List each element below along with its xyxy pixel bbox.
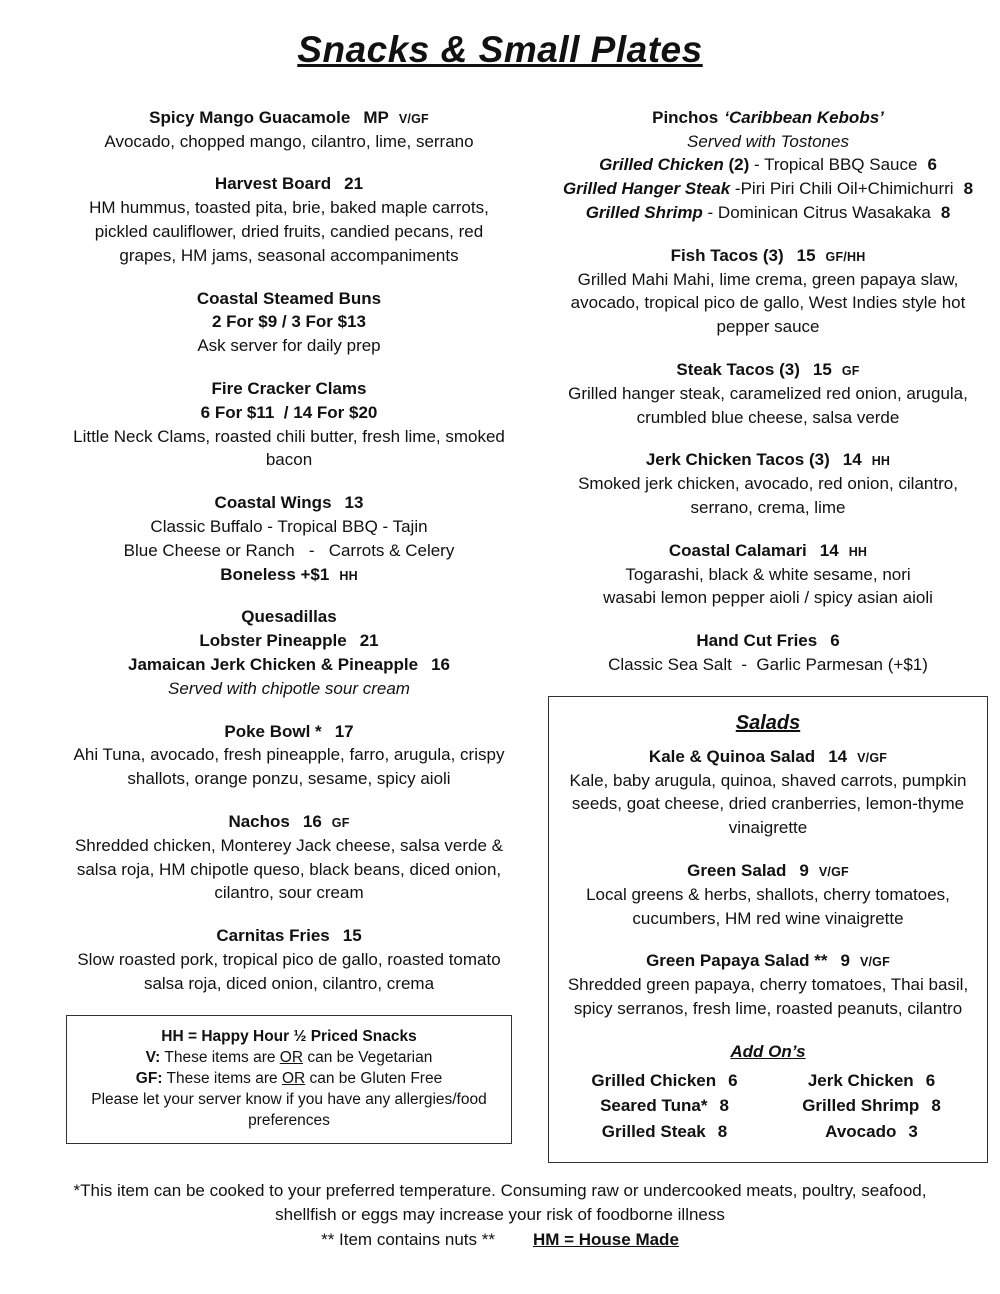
item-sides: Blue Cheese or Ranch - Carrots & Celery: [123, 540, 455, 560]
item-price: 14: [842, 450, 862, 470]
item-name: Quesadillas: [241, 607, 337, 627]
item-name: Hand Cut Fries: [696, 631, 818, 651]
legend-allergies-note: Please let your server know if you have any allergies/food preferences: [91, 1090, 487, 1129]
item-name: Coastal Wings: [214, 493, 332, 513]
item-name: Carnitas Fries: [216, 926, 330, 946]
item-name-subtitle: ‘Caribbean Kebobs’: [724, 107, 884, 127]
item-description: Grilled Mahi Mahi, lime crema, green papaya slaw, avocado, tropical pico de gallo, West Indies style hot pepper sauce: [570, 269, 966, 337]
quesadilla-option-lobster: [66, 629, 512, 653]
menu-item-jerk-chicken-tacos: [548, 448, 988, 519]
item-price: 14: [819, 540, 839, 560]
addon-avocado: [768, 1120, 975, 1144]
right-column: [548, 106, 988, 1163]
item-dietary-tag: V/GF: [398, 111, 429, 126]
item-header: [66, 287, 512, 311]
item-description: Local greens & herbs, shallots, cherry tomatoes, cucumbers, HM red wine vinaigrette: [586, 884, 950, 928]
item-name: Spicy Mango Guacamole: [149, 107, 351, 127]
item-price: 16: [302, 811, 322, 831]
item-description: Ahi Tuna, avocado, fresh pineapple, farro, arugula, crispy shallots, orange ponzu, sesame, spicy aioli: [73, 745, 505, 789]
legend-gf-label: GF:: [135, 1069, 163, 1087]
pinchos-option-hanger-steak: [548, 177, 988, 201]
addon-name: Seared Tuna*: [600, 1096, 708, 1116]
item-description: Slow roasted pork, tropical pico de gallo, roasted tomato salsa roja, diced onion, cilantro, crema: [77, 949, 501, 993]
item-price: 15: [812, 359, 832, 379]
happy-hour-tag: HH: [339, 568, 358, 583]
item-price: 6: [830, 631, 840, 651]
option-sauce: - Tropical BBQ Sauce: [749, 155, 918, 175]
item-description: Grilled hanger steak, caramelized red onion, arugula, crumbled blue cheese, salsa verde: [568, 383, 968, 427]
menu-item-fire-cracker-clams: [66, 377, 512, 472]
item-price: 15: [796, 245, 816, 265]
addon-price: 8: [931, 1096, 941, 1116]
item-note: Served with chipotle sour cream: [168, 678, 410, 698]
menu-item-green-papaya-salad: [561, 949, 975, 1020]
item-header: [548, 244, 988, 268]
item-name: Harvest Board: [214, 174, 332, 194]
addon-grilled-chicken: [561, 1069, 768, 1093]
addon-name: Grilled Steak: [601, 1122, 706, 1142]
legend-or: OR: [281, 1069, 306, 1087]
option-name: Grilled Shrimp: [585, 202, 703, 222]
item-header: [561, 949, 975, 973]
addon-price: 8: [719, 1096, 729, 1116]
item-name: Steak Tacos (3): [676, 359, 800, 379]
item-description: HM hummus, toasted pita, brie, baked maple carrots, pickled cauliflower, dried fruits, candied pecans, red grapes, HM jams, seasonal accompaniments: [89, 198, 489, 265]
addon-price: 6: [925, 1070, 936, 1090]
legend-or: OR: [279, 1048, 304, 1066]
item-price: 17: [334, 721, 354, 741]
item-header: [548, 629, 988, 653]
legend-gluten-free: [81, 1068, 497, 1089]
legend-text: can be Vegetarian: [303, 1048, 433, 1066]
menu-item-green-salad: [561, 859, 975, 930]
menu-item-quesadillas: [66, 605, 512, 700]
item-header: [561, 745, 975, 769]
salads-section-title: Salads: [735, 711, 801, 734]
addon-seared-tuna: [561, 1094, 768, 1118]
option-sauce: - Dominican Citrus Wasakaka: [702, 202, 931, 222]
pinchos-option-shrimp: [548, 201, 988, 225]
addon-price: 6: [728, 1070, 738, 1090]
option-price: 8: [940, 202, 951, 222]
footer-nuts-note: ** Item contains nuts **: [321, 1230, 495, 1250]
menu-item-pinchos: [548, 106, 988, 225]
item-description: Ask server for daily prep: [197, 336, 381, 356]
addon-name: Grilled Chicken: [591, 1070, 717, 1090]
item-dietary-tag: HH: [871, 454, 891, 469]
item-price: 21: [344, 174, 364, 194]
item-note: Served with Tostones: [687, 131, 849, 151]
menu-item-carnitas-fries: [66, 924, 512, 995]
item-header: [548, 358, 988, 382]
item-description-line1: Togarashi, black & white sesame, nori: [625, 564, 911, 584]
item-description: Classic Sea Salt - Garlic Parmesan (+$1): [608, 654, 928, 674]
item-name: Poke Bowl *: [224, 721, 322, 741]
item-header: [66, 810, 512, 834]
legend-text: These items are: [162, 1069, 282, 1087]
legend-vegetarian: [81, 1047, 497, 1068]
item-name: Nachos: [228, 811, 290, 831]
item-header: [66, 377, 512, 401]
item-header: [561, 859, 975, 883]
footer: [0, 1179, 1000, 1252]
item-name: Pinchos: [652, 107, 719, 127]
menu-item-harvest-board: [66, 172, 512, 267]
addons-grid: [561, 1069, 975, 1144]
item-price: 9: [840, 951, 850, 971]
left-column: [66, 106, 512, 1144]
item-name: Coastal Steamed Buns: [196, 288, 382, 308]
item-name: Coastal Calamari: [668, 540, 807, 560]
menu-item-spicy-mango-guacamole: [66, 106, 512, 154]
item-name: Jerk Chicken Tacos (3): [645, 450, 830, 470]
addon-jerk-chicken: [768, 1069, 975, 1093]
item-dietary-tag: HH: [848, 544, 868, 559]
option-name: Lobster Pineapple: [199, 631, 347, 651]
legend-text: can be Gluten Free: [305, 1069, 443, 1087]
item-header: [66, 720, 512, 744]
item-price: 14: [828, 746, 848, 766]
footer-house-made-legend: HM = House Made: [532, 1230, 679, 1250]
item-price: 9: [799, 860, 809, 880]
item-name: Green Salad: [687, 860, 787, 880]
addon-grilled-steak: [561, 1120, 768, 1144]
item-description: Shredded chicken, Monterey Jack cheese, salsa verde & salsa roja, HM chipotle queso, black beans, diced onion, cilantro, sour cream: [74, 835, 504, 903]
item-name: Fire Cracker Clams: [211, 378, 367, 398]
item-header: [66, 605, 512, 629]
menu-item-poke-bowl: [66, 720, 512, 791]
menu-item-kale-quinoa-salad: [561, 745, 975, 840]
item-dietary-tag: GF: [841, 363, 860, 378]
menu-item-nachos: [66, 810, 512, 905]
addon-price: 3: [908, 1122, 918, 1142]
item-description: Little Neck Clams, roasted chili butter, fresh lime, smoked bacon: [73, 426, 505, 470]
option-name: Grilled Hanger Steak: [562, 179, 731, 199]
footer-nuts-and-house-made: [0, 1228, 1000, 1252]
option-count: (2): [723, 155, 750, 175]
menu-item-fish-tacos: [548, 244, 988, 339]
item-header: [66, 172, 512, 196]
item-dietary-tag: V/GF: [857, 750, 888, 765]
item-description: Shredded green papaya, cherry tomatoes, Thai basil, spicy serranos, fresh lime, roasted peanuts, cilantro: [567, 975, 969, 1018]
item-dietary-tag: V/GF: [859, 955, 890, 970]
menu-item-steak-tacos: [548, 358, 988, 429]
item-dietary-tag: GF: [331, 815, 350, 830]
item-price: MP: [363, 107, 389, 127]
item-pricing: 6 For $11 / 14 For $20: [200, 402, 378, 422]
item-header: [66, 106, 512, 130]
item-name: Kale & Quinoa Salad: [648, 746, 816, 766]
item-price: 13: [344, 493, 364, 513]
addons-section-title: Add On’s: [730, 1041, 806, 1061]
item-pricing: 2 For $9 / 3 For $13: [211, 312, 366, 332]
menu-item-hand-cut-fries: [548, 629, 988, 677]
option-price: 21: [359, 631, 379, 651]
item-header: [66, 924, 512, 948]
legend-box: [66, 1015, 512, 1144]
option-price: 16: [431, 654, 450, 674]
item-description: Avocado, chopped mango, cilantro, lime, serrano: [104, 131, 474, 151]
addon-name: Avocado: [825, 1122, 897, 1142]
option-name: Jamaican Jerk Chicken & Pineapple: [127, 654, 419, 674]
item-header: [548, 539, 988, 563]
addon-name: Grilled Shrimp: [802, 1096, 920, 1116]
menu-columns: [0, 106, 1000, 1163]
addon-name: Jerk Chicken: [807, 1070, 914, 1090]
menu-item-coastal-steamed-buns: [66, 287, 512, 358]
item-description: Kale, baby arugula, quinoa, shaved carrots, pumpkin seeds, goat cheese, dried cranberries, lemon-thyme vinaigrette: [569, 770, 967, 838]
item-description-line2: wasabi lemon pepper aioli / spicy asian aioli: [603, 588, 933, 608]
addon-price: 8: [717, 1122, 728, 1142]
option-price: 6: [927, 155, 937, 175]
option-sauce: -Piri Piri Chili Oil+Chimichurri: [730, 179, 954, 199]
menu-item-coastal-calamari: [548, 539, 988, 610]
boneless-label: Boneless +$1: [220, 564, 330, 584]
item-sauces: Classic Buffalo - Tropical BBQ - Tajin: [150, 516, 428, 536]
legend-v-label: V:: [145, 1048, 161, 1066]
item-dietary-tag: V/GF: [818, 864, 849, 879]
item-name: Green Papaya Salad **: [646, 951, 828, 971]
item-description: Smoked jerk chicken, avocado, red onion, cilantro, serrano, crema, lime: [578, 474, 958, 517]
legend-text: These items are: [160, 1048, 280, 1066]
footer-temperature-disclaimer: *This item can be cooked to your preferred temperature. Consuming raw or undercooked meats, poultry, seafood, shellfish or eggs may increase your risk of foodborne illness: [73, 1180, 927, 1224]
pinchos-option-chicken: [548, 153, 988, 177]
quesadilla-option-jerk-chicken: [66, 653, 512, 677]
addon-grilled-shrimp: [768, 1094, 975, 1118]
option-price: 8: [963, 179, 974, 199]
salads-box: [548, 696, 988, 1163]
legend-happy-hour: HH = Happy Hour ½ Priced Snacks: [161, 1027, 417, 1045]
item-name: Fish Tacos (3): [670, 245, 784, 265]
item-dietary-tag: GF/HH: [825, 249, 866, 264]
item-header: [548, 448, 988, 472]
item-price: 15: [342, 926, 362, 946]
item-boneless-option: [66, 563, 512, 587]
option-name: Grilled Chicken: [599, 155, 724, 175]
item-header: [548, 106, 988, 130]
menu-item-coastal-wings: [66, 491, 512, 586]
item-header: [66, 491, 512, 515]
page-title: Snacks & Small Plates: [297, 29, 703, 70]
